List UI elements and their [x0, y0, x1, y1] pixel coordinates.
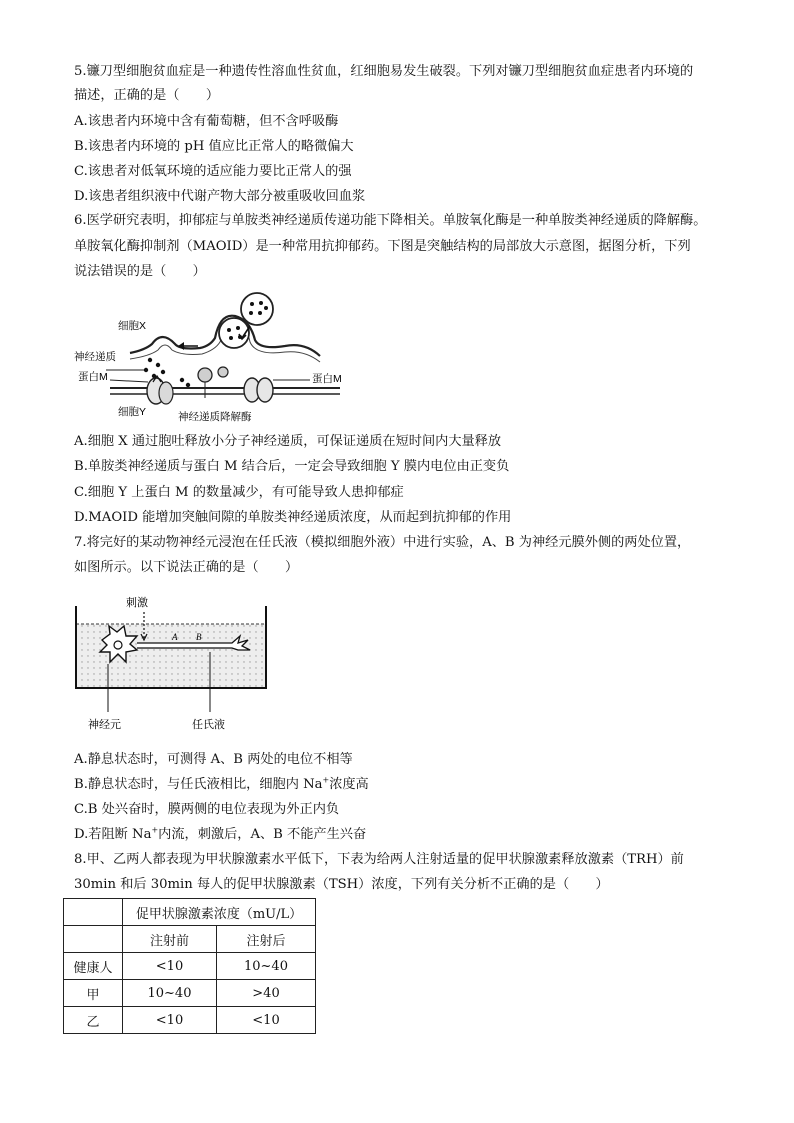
- table-row: 健康人 <10 10~40: [64, 953, 316, 980]
- vesicle-upper: [241, 293, 273, 325]
- col-after: 注射后: [217, 926, 316, 953]
- q5-stem-line2: 描述，正确的是（ ）: [74, 88, 220, 103]
- q5-stem-line1: 5.镰刀型细胞贫血症是一种遗传性溶血性贫血，红细胞易发生破裂。下列对镰刀型细胞贫血症患者内环境的: [74, 64, 694, 79]
- col-before: 注射前: [123, 926, 217, 953]
- synapse-figure: [70, 288, 370, 428]
- q8-stem-line2: 30min 和后 30min 每人的促甲状腺激素（TSH）浓度，下列有关分析不正确的是（ ）: [74, 877, 609, 892]
- q7-option-b: B.静息状态时，与任氏液相比，细胞内 Na+浓度高: [74, 775, 369, 792]
- table-header: 促甲状腺激素浓度（mU/L）: [123, 899, 316, 926]
- q5-option-d: D.该患者组织液中代谢产物大部分被重吸收回血浆: [74, 189, 366, 204]
- q6-stem-line1: 6.医学研究表明，抑郁症与单胺类神经递质传递功能下降相关。单胺氧化酶是一种单胺类神经递质的降解酶。: [74, 213, 707, 228]
- label-a: A: [172, 632, 178, 642]
- tsh-table: [63, 898, 316, 1034]
- q7-stem-line2: 如图所示。以下说法正确的是（ ）: [74, 560, 299, 575]
- label-b: B: [196, 632, 202, 642]
- label-enzyme: 神经递质降解酶: [178, 411, 252, 423]
- q8-stem-line1: 8.甲、乙两人都表现为甲状腺激素水平低下，下表为给两人注射适量的促甲状腺激素释放激素（TRH）前: [74, 852, 684, 867]
- label-protein-m-right: 蛋白M: [312, 373, 342, 385]
- q6-option-b: B.单胺类神经递质与蛋白 M 结合后，一定会导致细胞 Y 膜内电位由正变负: [74, 459, 510, 474]
- label-cell-x: 细胞X: [118, 320, 147, 332]
- q7-stem-line1: 7.将完好的某动物神经元浸泡在任氏液（模拟细胞外液）中进行实验，A、B 为神经元膜外侧的两处位置，: [74, 535, 691, 550]
- label-neurotransmitter: 神经递质: [74, 351, 116, 363]
- q5-option-a: A.该患者内环境中含有葡萄糖，但不含呼吸酶: [74, 114, 339, 129]
- q7-option-a: A.静息状态时，可测得 A、B 两处的电位不相等: [74, 752, 353, 767]
- q6-stem-line3: 说法错误的是（ ）: [74, 264, 206, 279]
- table-row: 甲 10~40 >40: [64, 980, 316, 1007]
- q6-option-c: C.细胞 Y 上蛋白 M 的数量减少，有可能导致人患抑郁症: [74, 485, 404, 500]
- label-neuron: 神经元: [88, 719, 121, 731]
- label-stimulus: 刺激: [126, 597, 148, 609]
- degrading-enzyme: [198, 368, 212, 382]
- q6-option-a: A.细胞 X 通过胞吐释放小分子神经递质，可保证递质在短时间内大量释放: [74, 434, 502, 449]
- label-cell-y: 细胞Y: [118, 406, 147, 418]
- label-protein-m-left: 蛋白M: [78, 371, 108, 383]
- q5-option-c: C.该患者对低氧环境的适应能力要比正常人的强: [74, 164, 352, 179]
- q6-option-d: D.MAOID 能增加突触间隙的单胺类神经递质浓度，从而起到抗抑郁的作用: [74, 510, 512, 525]
- neuron-figure: [62, 588, 277, 738]
- q5-option-b: B.该患者内环境的 pH 值应比正常人的略微偏大: [74, 139, 354, 154]
- q7-option-c: C.B 处兴奋时，膜两侧的电位表现为外正内负: [74, 802, 340, 817]
- table-row: 乙 <10 <10: [64, 1007, 316, 1034]
- q7-option-d: D.若阻断 Na+内流，刺激后，A、B 不能产生兴奋: [74, 825, 367, 842]
- label-ringer: 任氏液: [192, 719, 225, 731]
- q6-stem-line2: 单胺氧化酶抑制剂（MAOID）是一种常用抗抑郁药。下图是突触结构的局部放大示意图，据图分析，下列: [74, 239, 691, 254]
